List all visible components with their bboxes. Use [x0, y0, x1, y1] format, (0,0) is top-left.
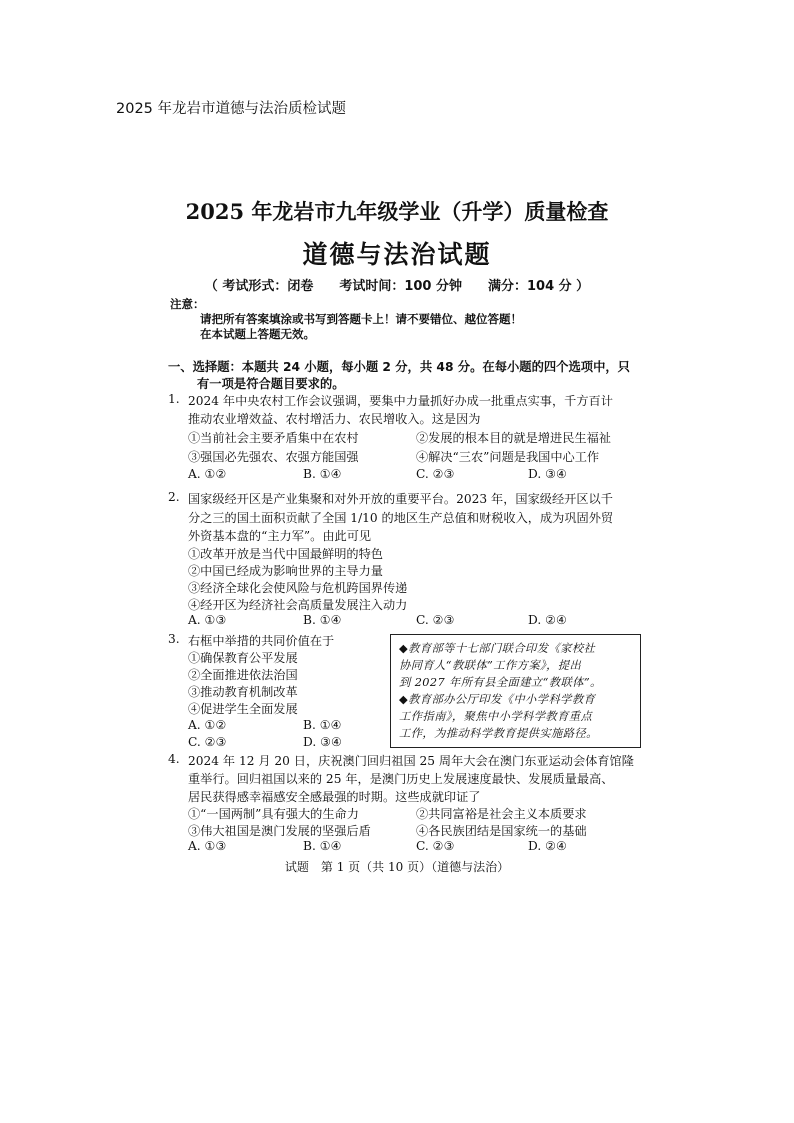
notice-line-1: 请把所有答案填涂或书写到答题卡上！请不要错位、越位答题！	[200, 312, 522, 326]
material-line-3: 到 2027 年所有县全面建立“教联体”。	[399, 676, 602, 689]
notice-label: 注意：	[170, 297, 205, 311]
question-3-statement-2: ②全面推进依法治国	[188, 668, 298, 682]
question-4-statement-3: ③伟大祖国是澳门发展的坚强后盾	[188, 824, 371, 838]
question-2-statement-1: ①改革开放是当代中国最鲜明的特色	[188, 547, 383, 561]
exam-subject-title: 道德与法治试题	[302, 240, 492, 269]
question-2-option-c: C. ②③	[416, 613, 455, 627]
question-1-option-b: B. ①④	[303, 467, 342, 481]
question-2-statement-2: ②中国已经成为影响世界的主导力量	[188, 564, 383, 578]
document-header: 2025 年龙岩市道德与法治质检试题	[116, 101, 347, 117]
question-2-statement-4: ④经开区为经济社会高质量发展注入动力	[188, 598, 408, 612]
material-line-1: ◆教育部等十七部门联合印发《家校社	[399, 642, 596, 655]
question-1-option-a: A. ①②	[188, 467, 227, 481]
question-2-number: 2.	[168, 490, 180, 504]
question-3-statement-1: ①确保教育公平发展	[188, 651, 298, 665]
page-footer: 试题 第 1 页（共 10 页）（道德与法治）	[284, 860, 510, 874]
question-2-stem-line-1: 国家级经开区是产业集聚和对外开放的重要平台。2023 年，国家级经开区以千	[188, 492, 613, 506]
question-3-option-d: D. ③④	[303, 735, 342, 749]
question-4-number: 4.	[168, 752, 180, 766]
question-4-stem-line-2: 重举行。回归祖国以来的 25 年，是澳门历史上发展速度最快、发展质量最高、	[188, 772, 614, 786]
material-line-6: 工作，为推动科学教育提供实施路径。	[399, 727, 598, 740]
section-heading-line-1: 一、选择题：本题共 24 小题，每小题 2 分，共 48 分。在每小题的四个选项中，只	[168, 360, 630, 374]
question-2-statement-3: ③经济全球化会使风险与危机跨国界传递	[188, 581, 408, 595]
question-3-option-a: A. ①②	[188, 718, 227, 732]
question-4-stem-line-1: 2024 年 12 月 20 日，庆祝澳门回归祖国 25 周年大会在澳门东亚运动会体育馆隆	[188, 754, 634, 768]
question-1-statement-3: ③强国必先强农、农强方能国强	[188, 450, 359, 464]
question-1-number: 1.	[168, 392, 180, 406]
question-1-statement-4: ④解决“三农”问题是我国中心工作	[416, 450, 600, 464]
question-1-stem-line-2: 推动农业增效益、农村增活力、农民增收入。这是因为	[188, 412, 481, 426]
question-2-option-d: D. ②④	[528, 613, 567, 627]
question-3-option-c: C. ②③	[188, 735, 227, 749]
question-1-statement-1: ①当前社会主要矛盾集中在农村	[188, 431, 359, 445]
question-3-stem: 右框中举措的共同价值在于	[188, 634, 335, 648]
question-4-option-d: D. ②④	[528, 839, 567, 853]
notice-line-2: 在本试题上答题无效。	[200, 327, 315, 341]
exam-meta: （ 考试形式：闭卷 考试时间：100 分钟 满分：104 分 ）	[204, 279, 590, 294]
question-4-stem-line-3: 居民获得感幸福感安全感最强的时期。这些成就印证了	[188, 790, 481, 804]
question-2-option-a: A. ①③	[188, 613, 227, 627]
question-3-statement-4: ④促进学生全面发展	[188, 702, 298, 716]
question-4-option-a: A. ①③	[188, 839, 227, 853]
question-4-statement-1: ①“一国两制”具有强大的生命力	[188, 807, 359, 821]
question-4-option-b: B. ①④	[303, 839, 342, 853]
section-heading-line-2: 有一项是符合题目要求的。	[197, 377, 345, 391]
question-2-stem-line-2: 分之三的国土面积贡献了全国 1/10 的地区生产总值和财税收入，成为巩固外贸	[188, 511, 614, 525]
question-3-material-box	[390, 634, 641, 748]
question-3-number: 3.	[168, 632, 180, 646]
question-4-statement-4: ④各民族团结是国家统一的基础	[416, 824, 587, 838]
question-2-option-b: B. ①④	[303, 613, 342, 627]
question-2-stem-line-3: 外资基本盘的“主力军”。由此可见	[188, 529, 372, 543]
question-3-option-b: B. ①④	[303, 718, 342, 732]
question-1-statement-2: ②发展的根本目的就是增进民生福祉	[416, 431, 611, 445]
question-1-option-d: D. ③④	[528, 467, 567, 481]
question-1-stem-line-1: 2024 年中央农村工作会议强调，要集中力量抓好办成一批重点实事，千方百计	[188, 394, 613, 408]
question-1-option-c: C. ②③	[416, 467, 455, 481]
exam-title: 2025 年龙岩市九年级学业（升学）质量检查	[185, 199, 609, 224]
question-4-option-c: C. ②③	[416, 839, 455, 853]
material-line-2: 协同育人“教联体”工作方案》，提出	[399, 659, 582, 672]
question-3-statement-3: ③推动教育机制改革	[188, 685, 298, 699]
material-line-5: 工作指南》，聚焦中小学科学教育重点	[399, 710, 593, 723]
question-4-statement-2: ②共同富裕是社会主义本质要求	[416, 807, 587, 821]
material-line-4: ◆教育部办公厅印发《中小学科学教育	[399, 693, 596, 706]
